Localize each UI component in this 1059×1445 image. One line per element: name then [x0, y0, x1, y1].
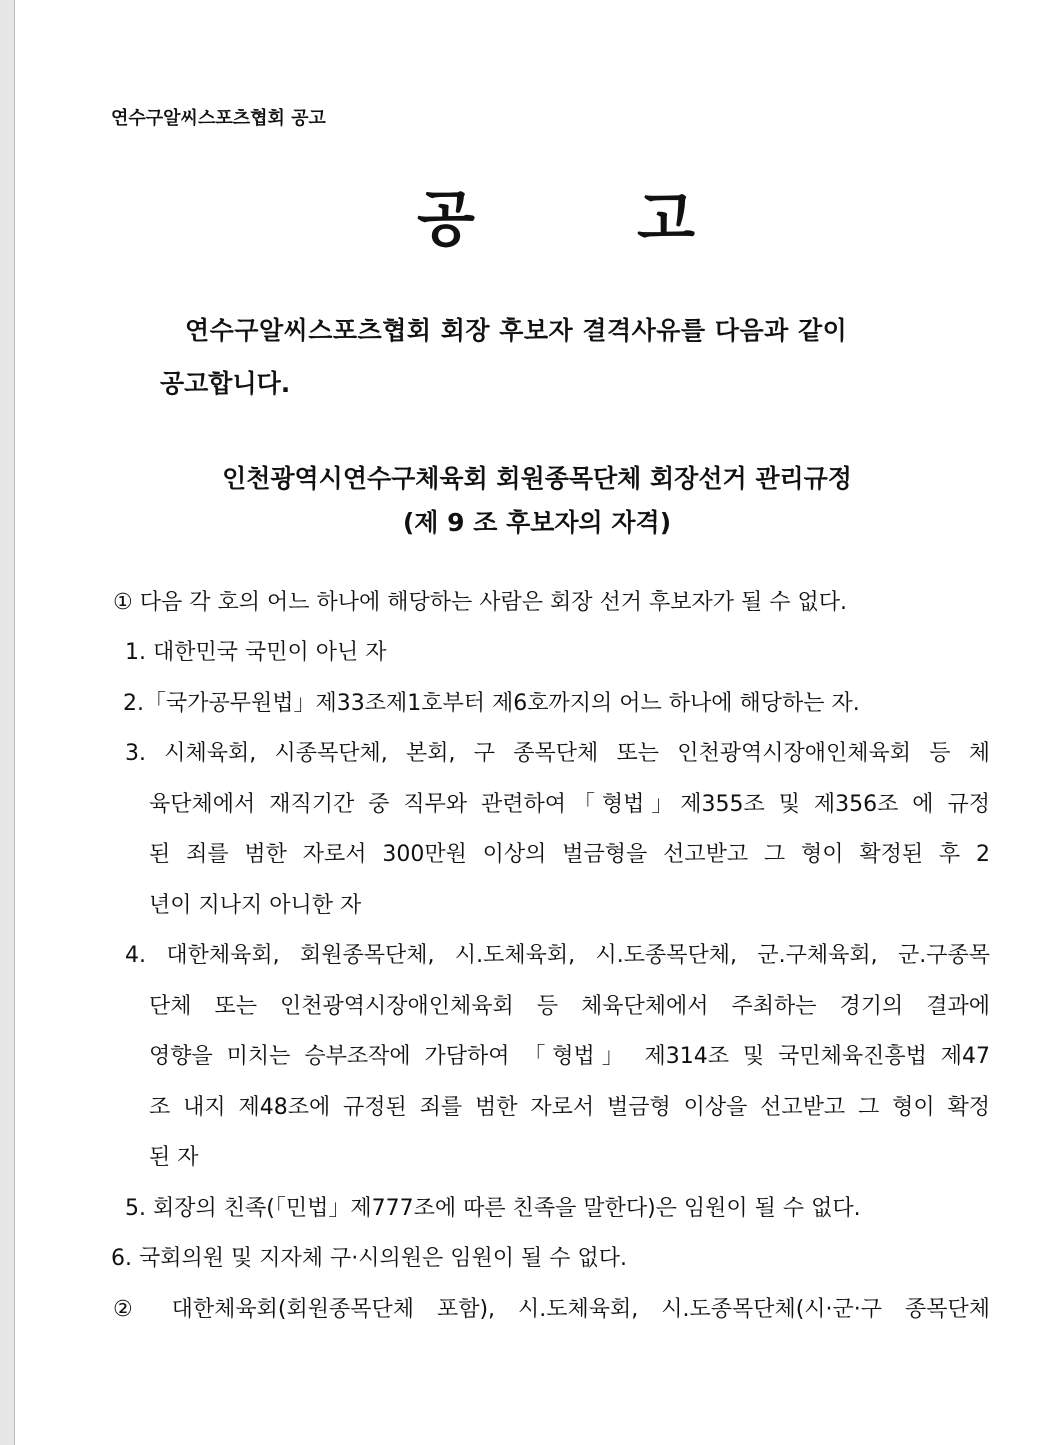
clause-item-4-line-2: 단체 또는 인천광역시장애인체육회 등 체육단체에서 주최하는 경기의 결과에: [149, 994, 990, 1019]
clause-item-3-line-4: 년이 지나지 아니한 자: [149, 893, 362, 918]
clause-item-3-line-1: 3. 시체육회, 시종목단체, 본회, 구 종목단체 또는 인천광역시장애인체육회 등 체: [125, 741, 990, 766]
document-page: [15, 0, 1059, 1445]
clause-item-2: 2.「국가공무원법」제33조제1호부터 제6호까지의 어느 하나에 해당하는 자.: [123, 691, 860, 716]
intro-line-1: 연수구알씨스포츠협회 회장 후보자 결격사유를 다음과 같이: [185, 316, 848, 345]
clause-item-3-line-3: 된 죄를 범한 자로서 300만원 이상의 벌금형을 선고받고 그 형이 확정된 후 2: [149, 842, 990, 867]
clause-item-1: 1. 대한민국 국민이 아닌 자: [125, 640, 387, 665]
page-title-char-1: 공: [417, 185, 475, 255]
clause-2-line-1: ② 대한체육회(회원종목단체 포함), 시.도체육회, 시.도종목단체(시·군·구 종목단체: [113, 1297, 990, 1322]
clause-1-intro: ① 다음 각 호의 어느 하나에 해당하는 사람은 회장 선거 후보자가 될 수 없다.: [113, 590, 847, 615]
org-notice-header: 연수구알씨스포츠협회 공고: [111, 108, 326, 129]
regulation-subtitle: (제 9 조 후보자의 자격): [402, 508, 672, 537]
left-margin-bar: [0, 0, 14, 1445]
clause-item-4-line-4: 조 내지 제48조에 규정된 죄를 범한 자로서 벌금형 이상을 선고받고 그 형이 확정: [149, 1095, 990, 1120]
page-title-char-2: 고: [637, 185, 695, 255]
clause-item-4-line-1: 4. 대한체육회, 회원종목단체, 시.도체육회, 시.도종목단체, 군.구체육회, 군.구종목: [125, 943, 990, 968]
intro-line-2: 공고합니다.: [160, 369, 291, 398]
clause-item-3-line-2: 육단체에서 재직기간 중 직무와 관련하여「형법」제355조 및 제356조 에 규정: [149, 792, 990, 817]
regulation-title: 인천광역시연수구체육회 회원종목단체 회장선거 관리규정: [222, 464, 852, 493]
clause-item-4-line-3: 영향을 미치는 승부조작에 가담하여 「형법」 제314조 및 국민체육진흥법 제47: [149, 1044, 990, 1069]
clause-item-5: 5. 회장의 친족(「민법」제777조에 따른 친족을 말한다)은 임원이 될 수 없다.: [125, 1196, 861, 1221]
clause-item-4-line-5: 된 자: [149, 1145, 199, 1170]
clause-item-6: 6. 국회의원 및 지자체 구·시의원은 임원이 될 수 없다.: [111, 1246, 627, 1271]
